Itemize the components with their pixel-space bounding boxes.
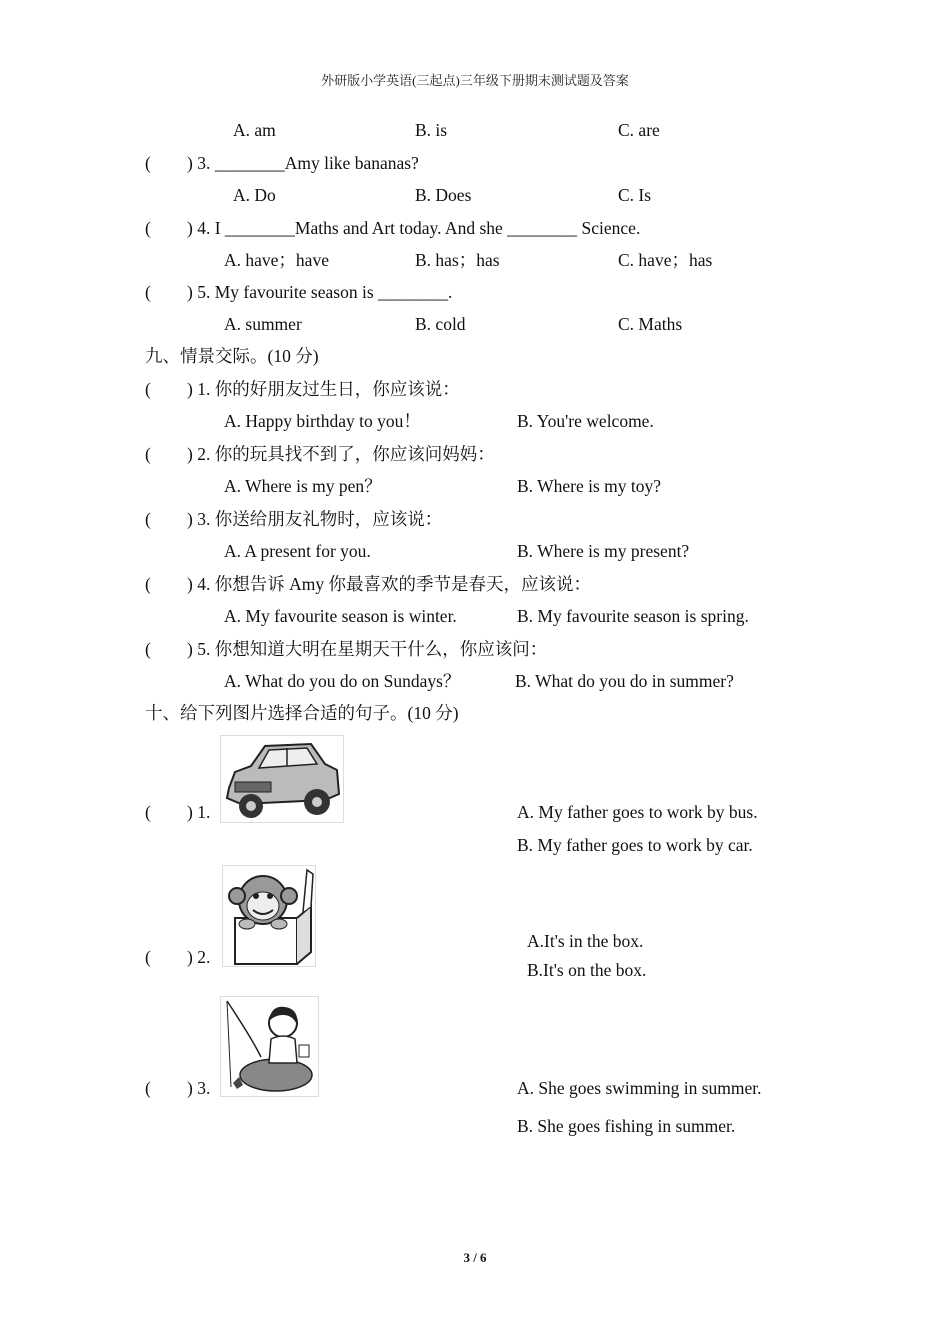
- s9-q4-option-a: A. My favourite season is winter.: [224, 606, 457, 626]
- s9-q4-option-b: B. My favourite season is spring.: [517, 606, 749, 626]
- fishing-girl-icon: [221, 997, 318, 1096]
- q3-option-c: C. Is: [618, 185, 652, 205]
- s9-q3-paren: (: [145, 509, 151, 529]
- q5-stem: ) 5. My favourite season is ________.: [187, 282, 453, 302]
- s9-q5-stem: ) 5. 你想知道大明在星期天干什么，你应该问：: [187, 639, 548, 659]
- s9-q3-option-a: A. A present for you.: [224, 541, 371, 561]
- q4-option-c: C. have；has: [618, 250, 713, 270]
- s9-q2-option-a: A. Where is my pen？: [224, 476, 382, 496]
- q4-option-a: A. have；have: [224, 250, 329, 270]
- q2-option-c: C. are: [618, 120, 660, 140]
- s10-q2-option-b: B.It's on the box.: [527, 960, 647, 980]
- q5-paren: (: [145, 282, 151, 302]
- monkey-box-picture: [222, 865, 316, 967]
- s9-q2-option-b: B. Where is my toy?: [517, 476, 662, 496]
- s9-q3-option-b: B. Where is my present?: [517, 541, 690, 561]
- girl-fishing-picture: [220, 996, 319, 1097]
- s9-q5-paren: (: [145, 639, 151, 659]
- s9-q5-option-b: B. What do you do in summer?: [515, 671, 734, 691]
- q4-stem: ) 4. I ________Maths and Art today. And she ________ Science.: [187, 218, 641, 238]
- s10-q2-paren: (: [145, 947, 151, 967]
- q4-option-b: B. has；has: [415, 250, 500, 270]
- s9-q4-paren: (: [145, 574, 151, 594]
- q2-option-b: B. is: [415, 120, 448, 140]
- s10-q1-paren: (: [145, 802, 151, 822]
- monkey-icon: [223, 866, 315, 966]
- s10-q2-number: ) 2.: [187, 947, 211, 967]
- s10-q1-number: ) 1.: [187, 802, 211, 822]
- q5-option-c: C. Maths: [618, 314, 683, 334]
- section10-title: 十、给下列图片选择合适的句子。(10 分): [145, 703, 459, 723]
- q3-paren: (: [145, 153, 151, 173]
- s9-q1-stem: ) 1. 你的好朋友过生日，你应该说：: [187, 379, 460, 399]
- section9-title: 九、情景交际。(10 分): [145, 346, 319, 366]
- q5-option-b: B. cold: [415, 314, 466, 334]
- q3-option-b: B. Does: [415, 185, 472, 205]
- s9-q3-stem: ) 3. 你送给朋友礼物时，应该说：: [187, 509, 443, 529]
- q5-option-a: A. summer: [224, 314, 302, 334]
- s9-q1-paren: (: [145, 379, 151, 399]
- s10-q1-option-a: A. My father goes to work by bus.: [517, 802, 758, 822]
- s10-q3-option-a: A. She goes swimming in summer.: [517, 1078, 762, 1098]
- q3-option-a: A. Do: [233, 185, 276, 205]
- s9-q4-stem: ) 4. 你想告诉 Amy 你最喜欢的季节是春天，应该说：: [187, 574, 591, 594]
- s9-q2-paren: (: [145, 444, 151, 464]
- s10-q2-option-a: A.It's in the box.: [527, 931, 644, 951]
- s9-q1-option-a: A. Happy birthday to you！: [224, 411, 421, 431]
- s9-q5-option-a: A. What do you do on Sundays？: [224, 671, 461, 691]
- car-picture: [220, 735, 344, 823]
- s10-q3-number: ) 3.: [187, 1078, 211, 1098]
- s10-q1-option-b: B. My father goes to work by car.: [517, 835, 753, 855]
- q4-paren: (: [145, 218, 151, 238]
- q2-option-a: A. am: [233, 120, 276, 140]
- car-icon: [221, 736, 343, 822]
- q3-stem: ) 3. ________Amy like bananas?: [187, 153, 419, 173]
- page-number: 3 / 6: [463, 1250, 487, 1265]
- s9-q1-option-b: B. You're welcome.: [517, 411, 654, 431]
- s10-q3-option-b: B. She goes fishing in summer.: [517, 1116, 736, 1136]
- page-header: 外研版小学英语(三起点)三年级下册期末测试题及答案: [321, 73, 629, 88]
- s10-q3-paren: (: [145, 1078, 151, 1098]
- s9-q2-stem: ) 2. 你的玩具找不到了，你应该问妈妈：: [187, 444, 495, 464]
